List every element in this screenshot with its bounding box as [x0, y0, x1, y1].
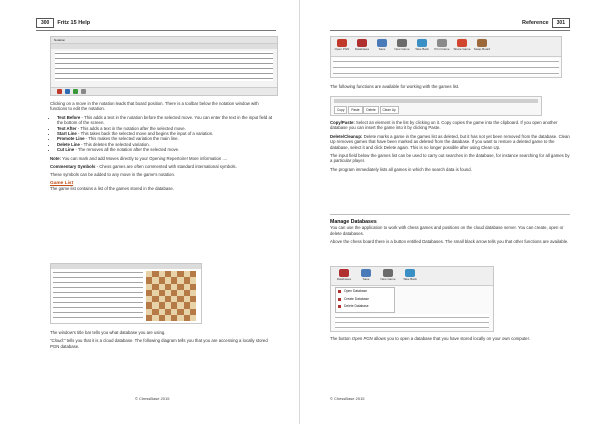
- bullet-term: Cut Line: [57, 147, 75, 153]
- share-game-button[interactable]: [453, 38, 471, 54]
- print-icon: [437, 39, 447, 47]
- right-header: [522, 18, 570, 28]
- app-toolbar: [331, 37, 561, 57]
- save-menu-label: Save: [362, 277, 370, 281]
- game-list-heading: Game List: [50, 180, 74, 186]
- take-back-icon: [405, 269, 415, 277]
- new-game-icon: [383, 269, 393, 277]
- new-game-menu-button[interactable]: [379, 268, 397, 284]
- take-back-label: Take Back: [415, 47, 429, 51]
- open-database-icon: [338, 290, 341, 293]
- bullet-text-before: [57, 115, 276, 126]
- save-menu-button[interactable]: [357, 268, 375, 284]
- bullet-text: - This takes back the selected move and begins the input of a variation.: [76, 131, 214, 137]
- right-body-1: [330, 84, 570, 92]
- delete-database-label: Delete Database: [344, 304, 369, 308]
- bullet-term: Start Line: [57, 131, 77, 137]
- left-header-rule: [36, 30, 276, 31]
- databases-label: Databases: [354, 47, 370, 51]
- take-back-menu-label: Take Back: [403, 277, 417, 281]
- bullet-term: Text After: [57, 125, 77, 131]
- left-body-2: [50, 330, 276, 352]
- cloud-paragraph: [50, 338, 276, 349]
- clean-up-button[interactable]: Clean Up: [380, 106, 399, 114]
- databases-menu-screenshot: [330, 266, 494, 332]
- copy-text: Select an element in the list by clicking on it. Copy copies the game into the clipboard. If you open another database you can insert the game into it by clicking Paste.: [330, 120, 558, 131]
- open-pgn-italic: Open PGN: [351, 336, 373, 341]
- print-game-button[interactable]: [433, 38, 451, 54]
- right-running-title: Reference: [521, 20, 549, 26]
- take-back-icon: [417, 39, 427, 47]
- commentary-text: - Chess games are often commented with standard international symbols.: [95, 164, 237, 170]
- notation-window-titlebar: Notation: [51, 37, 277, 44]
- bullet-text: - This adds a text in the notation before the selected move. You can enter the text in the input field at the bottom of the screen.: [57, 114, 273, 126]
- bullet-term: Promote Line: [57, 136, 85, 142]
- right-header-rule: [330, 30, 570, 31]
- cloud-quote-open: ": [50, 338, 52, 344]
- left-footer: © ChessBase 2015: [135, 396, 170, 401]
- share-icon: [457, 39, 467, 47]
- note-term: Note:: [50, 155, 61, 161]
- notation-move-text: [55, 51, 273, 81]
- open-pgn-prefix: The button: [330, 336, 352, 341]
- databases-toolbar: [331, 267, 493, 286]
- delete-database-icon: [338, 305, 341, 308]
- open-database-label: Open Database: [344, 289, 368, 293]
- functions-paragraph: The following functions are available for working with the games list.: [330, 84, 460, 89]
- delete-button[interactable]: Delete: [363, 106, 378, 114]
- copy-term: Copy/Paste:: [330, 120, 355, 125]
- databases-menu-button[interactable]: [335, 268, 353, 284]
- notation-header-row: [51, 44, 277, 49]
- bullet-text: - This adds a text in the notation after the selected move.: [76, 125, 186, 131]
- manage-databases-heading: Manage Databases: [330, 219, 377, 225]
- copy-paste-buttons: [334, 106, 399, 114]
- cloud-word: Cloud:: [51, 338, 64, 344]
- databases-dropdown: [335, 287, 395, 313]
- swap-board-button[interactable]: [473, 38, 491, 54]
- right-body-3: [330, 220, 570, 248]
- swap-board-icon: [477, 39, 487, 47]
- right-footer: © ChessBase 2015: [330, 396, 365, 401]
- input-field-paragraph: The input field below the games list can be used to carry out searches in the database, for instance searching for all games by a particular player.: [330, 153, 570, 164]
- bullet-text: - This deletes the selected variation.: [79, 141, 150, 147]
- search-input[interactable]: [334, 99, 538, 103]
- arrow-paragraph: Above the chess board there is a button entitled Databases. The small black arrow tells you that other functions are available.: [330, 239, 569, 245]
- section-divider: [330, 214, 570, 215]
- toolbar-function-list: [50, 115, 276, 153]
- bullet-cut-line: [57, 147, 276, 152]
- notation-intro: Clicking on a move in the notation leads that board position. There is a toolbar below the notation window with functions to edit the notation.: [50, 101, 259, 112]
- manage-paragraph: You can use the application to work with chess games and positions on the cloud database server. You can create, open or delete databases.: [330, 225, 564, 236]
- games-list-toolbar-screenshot: [330, 36, 562, 78]
- create-database-label: Create Database: [344, 296, 369, 301]
- game-list-text: The game list contains a list of the games stored in the database.: [50, 186, 174, 192]
- save-icon: [361, 269, 371, 277]
- take-back-button[interactable]: [413, 38, 431, 54]
- open-pgn-button[interactable]: [333, 38, 351, 54]
- create-database-icon: [338, 298, 341, 301]
- chess-board-image: [146, 271, 196, 321]
- share-game-label: Share Game: [453, 47, 471, 51]
- bullet-text: - This makes the selected variation the main line.: [84, 136, 179, 142]
- save-button[interactable]: [373, 38, 391, 54]
- left-running-title: Fritz 15 Help: [57, 20, 91, 26]
- database-icon: [339, 269, 349, 277]
- paste-button[interactable]: Paste: [348, 106, 362, 114]
- left-body-1: [50, 101, 276, 195]
- game-list-titlebar: [51, 264, 201, 269]
- note-text: You can mark and add Moves directly to your Opening Repertoire! More information ....: [60, 155, 228, 161]
- symbols-paragraph: These symbols can be added to any move in the game's notation.: [50, 172, 176, 178]
- swap-board-label: Swap Board: [473, 47, 491, 51]
- left-header: [36, 18, 90, 28]
- right-page: [300, 0, 600, 424]
- delete-term: Delete/Cleanup:: [330, 133, 363, 139]
- copy-paste-paragraph: [330, 120, 570, 131]
- commentary-term: Commentary Symbols: [50, 164, 96, 170]
- open-database-item[interactable]: [336, 288, 394, 296]
- database-icon: [357, 39, 367, 47]
- right-body-4: [330, 336, 570, 344]
- new-game-label: New Game: [394, 47, 410, 51]
- save-label: Save: [378, 47, 386, 51]
- delete-text: Delete marks a game in the games list as deleted, but it has not yet been removed from the database. Clean Up removes games that have been marked as deleted from the database. If you want to restore a deleted game to the database, select it and click Delete again. This is no longer possible after using Clean Up.: [330, 133, 570, 150]
- databases-button[interactable]: [353, 38, 371, 54]
- left-page-number: 300: [36, 18, 54, 28]
- notation-toolbar-icon[interactable]: [81, 89, 86, 94]
- game-list-screenshot: [50, 263, 202, 324]
- new-game-button[interactable]: [393, 38, 411, 54]
- delete-paragraph: [330, 134, 570, 150]
- right-page-number: 301: [552, 18, 570, 28]
- cloud-text: " tells you that it is a cloud database. The following diagram tells you that you are accessing a locally stored PGN database.: [50, 338, 268, 349]
- open-pgn-icon: [337, 39, 347, 47]
- bullet-term: Delete Line: [57, 141, 80, 147]
- new-game-icon: [397, 39, 407, 47]
- note-paragraph: [50, 156, 276, 161]
- commentary-paragraph: [50, 164, 276, 169]
- notation-toolbar: [51, 87, 277, 95]
- right-body-2: [330, 120, 570, 175]
- bullet-text: - The removes all the notation after the selected move.: [74, 147, 180, 153]
- databases-menu-label: Databases: [336, 277, 352, 281]
- notation-toolbar-icon[interactable]: [57, 89, 62, 94]
- copy-paste-bar-screenshot: [330, 96, 542, 116]
- print-game-label: Print Game: [434, 47, 450, 51]
- databases-list-rows[interactable]: [335, 314, 489, 329]
- open-pgn-paragraph: [330, 336, 570, 341]
- delete-database-item[interactable]: [336, 303, 394, 311]
- open-pgn-suffix: allows you to open a database that you have stored locally on your own computer.: [372, 336, 530, 341]
- title-bar-paragraph: The window's title bar tells you what database you are using.: [50, 330, 166, 335]
- program-paragraph: The program immediately lists all games in which the search data is found.: [330, 166, 472, 172]
- create-database-item[interactable]: [336, 296, 394, 304]
- take-back-menu-button[interactable]: [401, 268, 419, 284]
- open-pgn-label: Open PGN: [334, 47, 350, 51]
- notation-toolbar-icon[interactable]: [65, 89, 70, 94]
- notation-toolbar-icon[interactable]: [73, 89, 78, 94]
- games-list-rows[interactable]: [333, 58, 559, 75]
- save-icon: [377, 39, 387, 47]
- notation-window-screenshot: [50, 36, 278, 96]
- game-list-rows[interactable]: [53, 270, 143, 321]
- copy-button[interactable]: Copy: [334, 106, 347, 114]
- new-game-menu-label: New Game: [380, 277, 396, 281]
- bullet-term: Text Before: [57, 114, 81, 120]
